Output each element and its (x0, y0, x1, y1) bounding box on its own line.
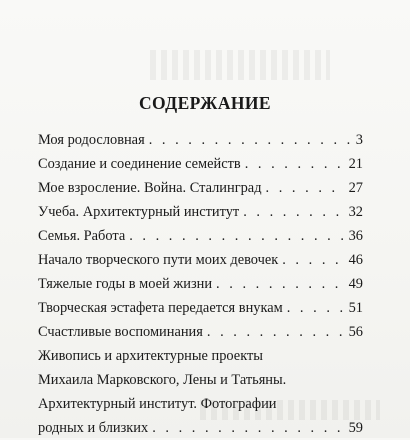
toc-entry-title: Тяжелые годы в моей жизни (38, 276, 213, 292)
toc-entry-page: 36 (348, 228, 363, 244)
toc-multiline-entry-line: Михаила Марковского, Лены и Татьяны. (38, 372, 287, 388)
toc-entry-title: Моя родословная (38, 132, 145, 148)
toc-leader-dots (282, 248, 344, 272)
toc-leader-dots (243, 200, 344, 224)
toc-entry-page: 27 (348, 180, 363, 196)
toc-multiline-entry-line: Живопись и архитектурные проекты (38, 348, 263, 364)
toc-entry-title: Семья. Работа (38, 228, 126, 244)
toc-entry (38, 272, 363, 296)
toc-leader-dots (207, 320, 345, 344)
toc-leader-dots (152, 416, 344, 440)
toc-entry (38, 416, 363, 440)
toc-entry-page: 59 (348, 420, 363, 436)
toc-leader-dots (149, 128, 352, 152)
toc-leader-dots (216, 272, 345, 296)
toc-entry-title: родных и близких (38, 420, 149, 436)
toc-entry (38, 320, 363, 344)
toc-entry-page: 49 (348, 276, 363, 292)
toc-entry (38, 128, 363, 152)
toc-entry-page: 51 (348, 300, 363, 316)
toc-entry (38, 200, 363, 224)
toc-entry-title: Учеба. Архитектурный институт (38, 204, 240, 220)
toc-entry (38, 248, 363, 272)
toc-entry (38, 152, 363, 176)
toc-entry-title: Творческая эстафета передается внукам (38, 300, 283, 316)
toc-entry (38, 176, 363, 200)
toc-leader-dots (245, 152, 345, 176)
toc-entry-title: Начало творческого пути моих девочек (38, 252, 279, 268)
toc-entry-page: 56 (348, 324, 363, 340)
toc-entry (38, 224, 363, 248)
toc-leader-dots (287, 296, 345, 320)
toc-entry (38, 296, 363, 320)
toc-entry-page: 46 (348, 252, 363, 268)
toc-entry-page: 3 (355, 132, 363, 148)
toc-multiline-entry-line: Архитектурный институт. Фотографии (38, 396, 277, 412)
toc-entry-title: Мое взросление. Война. Сталинград (38, 180, 262, 196)
contents-heading: СОДЕРЖАНИЕ (138, 93, 271, 113)
toc-entry-title: Счастливые воспоминания (38, 324, 203, 340)
show-through-text (150, 50, 330, 80)
toc-leader-dots (266, 176, 345, 200)
table-of-contents (38, 128, 363, 440)
toc-entry-page: 21 (348, 156, 363, 172)
toc-entry-title: Создание и соединение семейств (38, 156, 241, 172)
toc-leader-dots (129, 224, 344, 248)
toc-entry-page: 32 (348, 204, 363, 220)
